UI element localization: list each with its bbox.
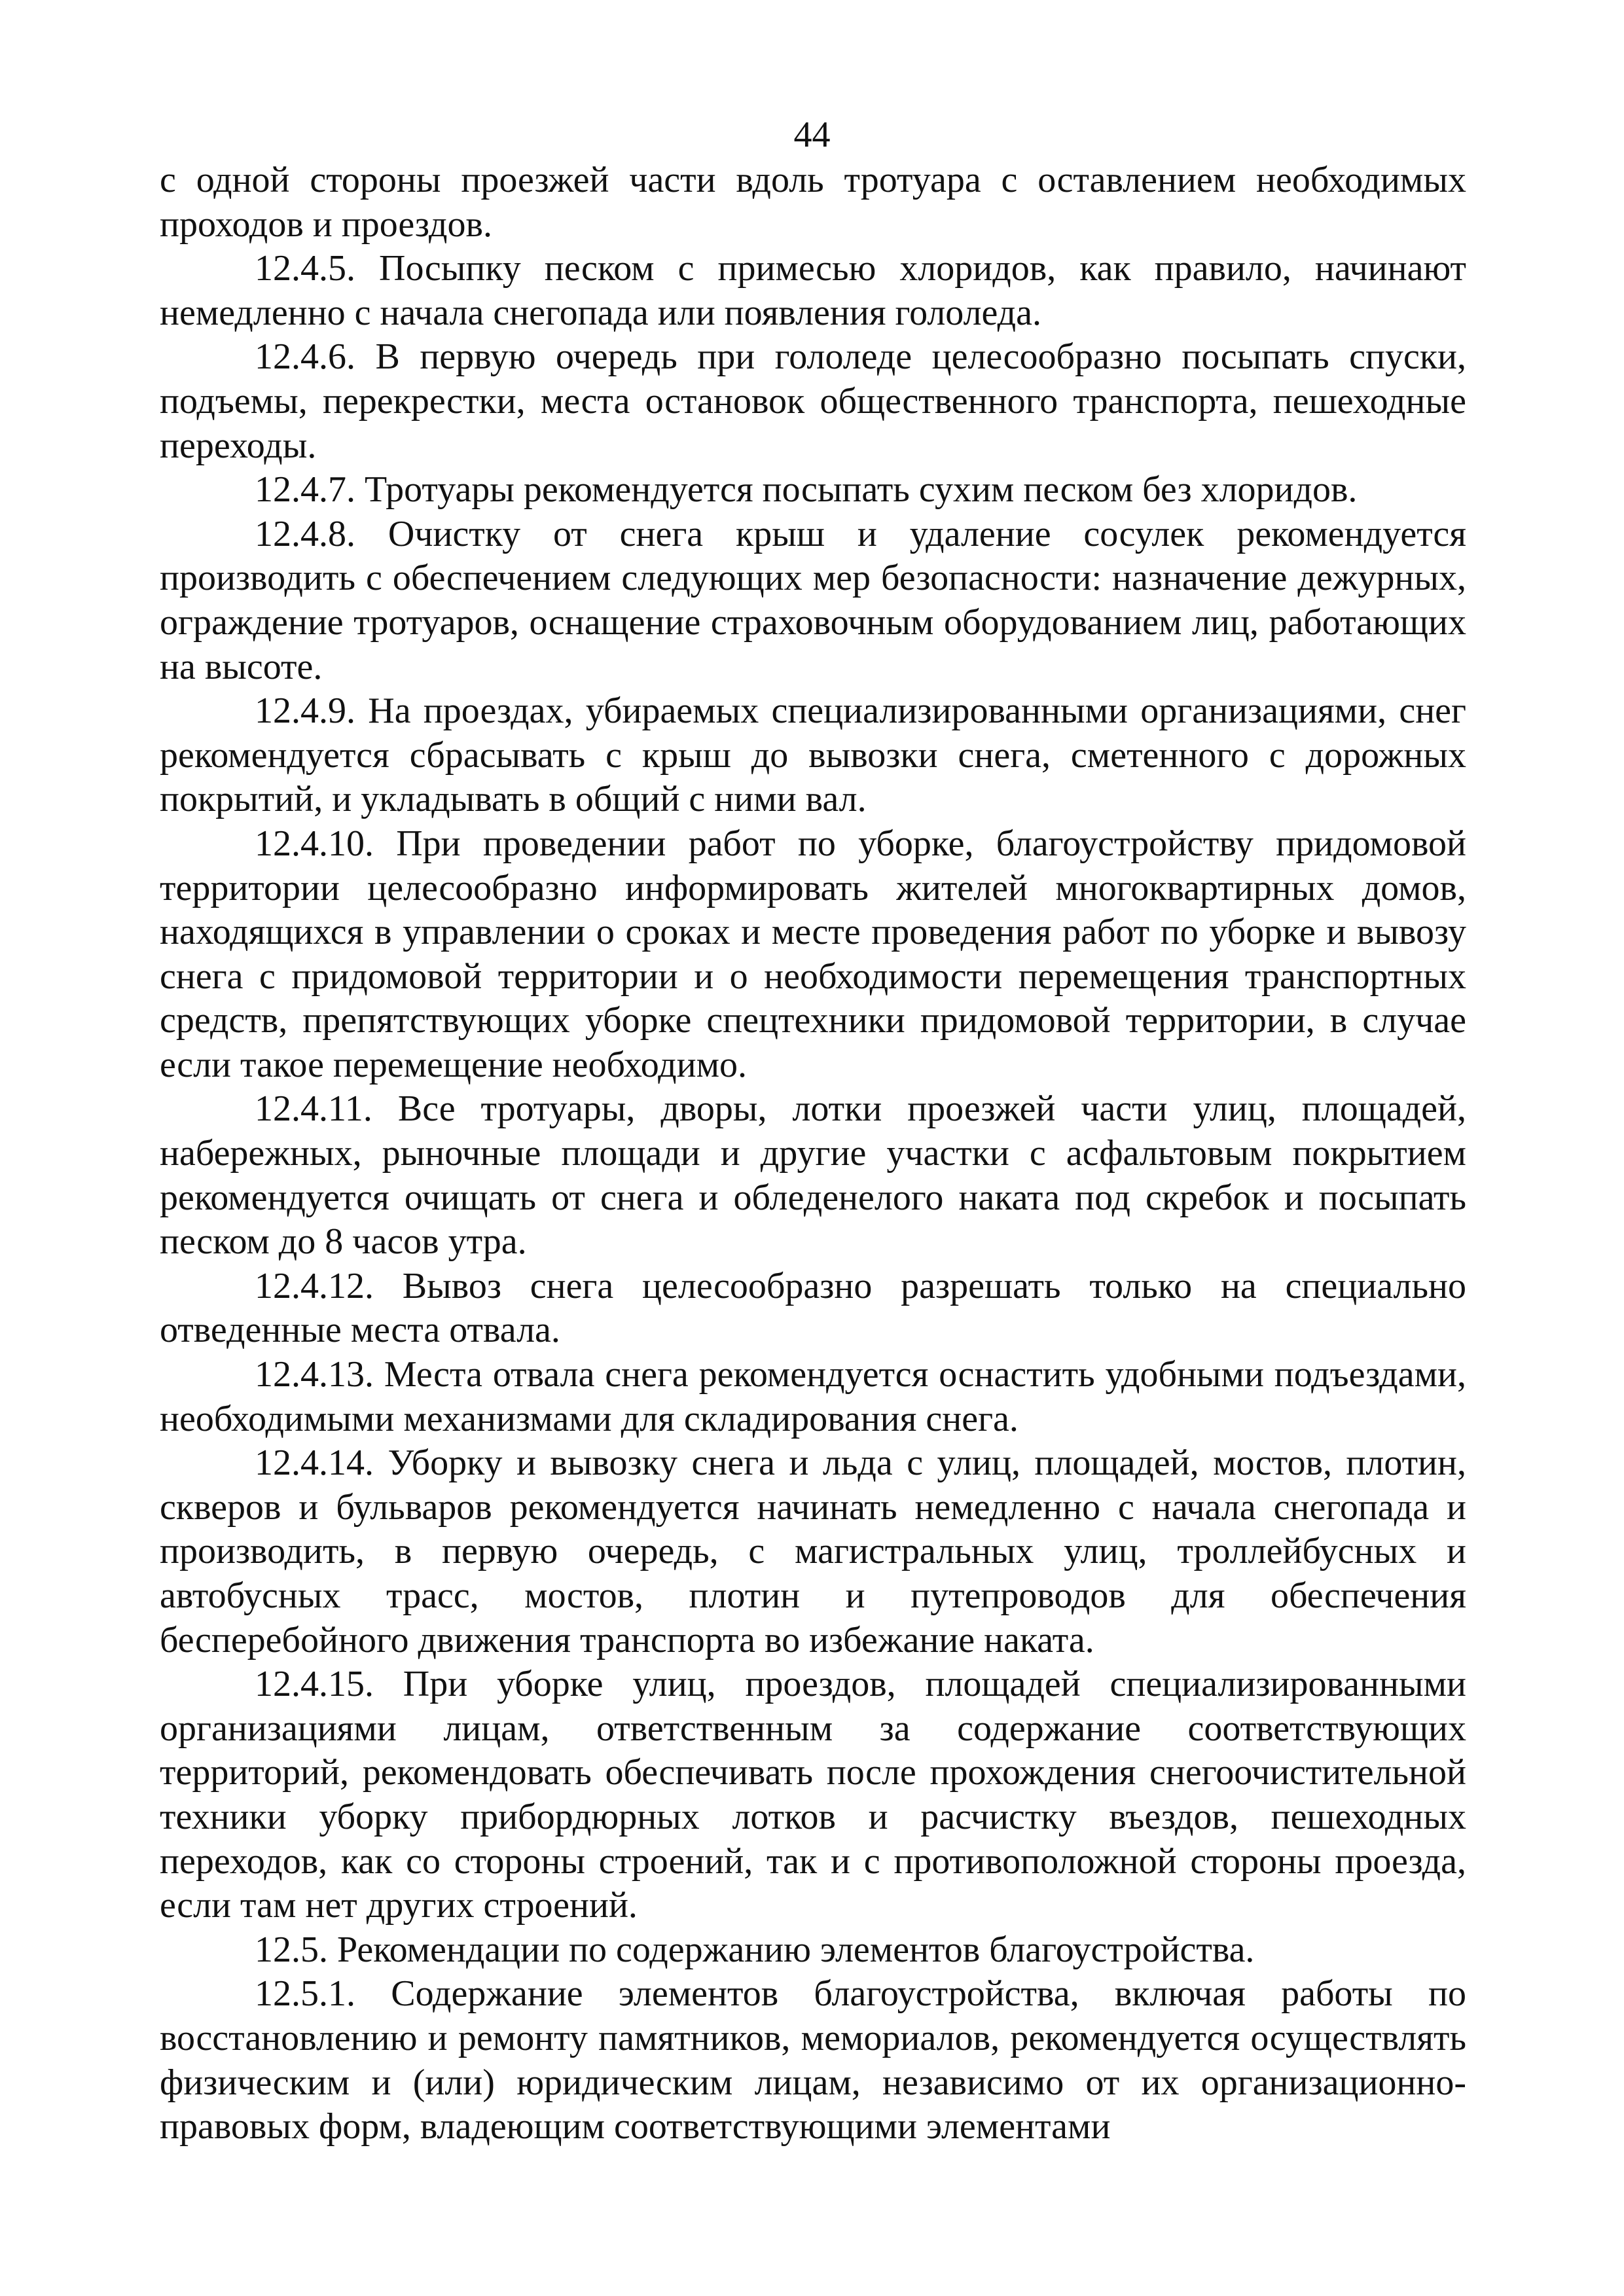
paragraph-12-4-8: 12.4.8. Очистку от снега крыш и удаление сосулек рекомендуется производить с обеспечением следующих мер безопасности: назначение дежурных, ограждение тротуаров, оснащение страховочным оборудованием лиц, работающих на высоте. (160, 513, 1466, 687)
paragraph-12-4-12: 12.4.12. Вывоз снега целесообразно разрешать только на специально отведенные места отвала. (160, 1265, 1466, 1351)
paragraph-12-4-10: 12.4.10. При проведении работ по уборке, благоустройству придомовой территории целесообразно информировать жителей многоквартирных домов, находящихся в управлении о сроках и месте проведения работ по уборке и вывозу снега с придомовой территории и о необходимости перемещения транспортных средств, препятствующих уборке спецтехники придомовой территории, в случае если такое перемещение необходимо. (160, 823, 1466, 1085)
paragraph-12-5-1: 12.5.1. Содержание элементов благоустройства, включая работы по восстановлению и ремонту памятников, мемориалов, рекомендуется осуществлять физическим и (или) юридическим лицам, независимо от их организационно-правовых форм, владеющим соответствующими элементами (160, 1973, 1466, 2147)
document-body (160, 158, 1466, 2149)
page-number: 44 (793, 115, 831, 155)
paragraph-12-4-14: 12.4.14. Уборку и вывозку снега и льда с улиц, площадей, мостов, плотин, скверов и бульваров рекомендуется начинать немедленно с начала снегопада и производить, в первую очередь, с магистральных улиц, троллейбусных и автобусных трасс, мостов, плотин и путепроводов для обеспечения бесперебойного движения транспорта во избежание наката. (160, 1443, 1466, 1660)
paragraph-12-4-11: 12.4.11. Все тротуары, дворы, лотки проезжей части улиц, площадей, набережных, рыночные площади и другие участки с асфальтовым покрытием рекомендуется очищать от снега и обледенелого наката под скребок и посыпать песком до 8 часов утра. (160, 1088, 1466, 1263)
paragraph-continuation: с одной стороны проезжей части вдоль тротуара с оставлением необходимых проходов и проездов. (160, 160, 1466, 245)
paragraph-12-4-13: 12.4.13. Места отвала снега рекомендуется оснастить удобными подъездами, необходимыми механизмами для складирования снега. (160, 1354, 1466, 1439)
paragraph-12-4-5: 12.4.5. Посыпку песком с примесью хлоридов, как правило, начинают немедленно с начала снегопада или появления гололеда. (160, 248, 1466, 333)
paragraph-12-4-7: 12.4.7. Тротуары рекомендуется посыпать сухим песком без хлоридов. (255, 469, 1358, 511)
section-heading-12-5: 12.5. Рекомендации по содержанию элементов благоустройства. (255, 1929, 1255, 1970)
paragraph-12-4-6: 12.4.6. В первую очередь при гололеде целесообразно посыпать спуски, подъемы, перекрестки, места остановок общественного транспорта, пешеходные переходы. (160, 336, 1466, 466)
paragraph-12-4-15: 12.4.15. При уборке улиц, проездов, площадей специализированными организациями лицам, ответственным за содержание соответствующих территорий, рекомендовать обеспечивать после прохождения снегоочистительной техники уборку прибордюрных лотков и расчистку въездов, пешеходных переходов, как со стороны строений, так и с противоположной стороны проезда, если там нет других строений. (160, 1664, 1466, 1926)
paragraph-12-4-9: 12.4.9. На проездах, убираемых специализированными организациями, снег рекомендуется сбрасывать с крыш до вывозки снега, сметенного с дорожных покрытий, и укладывать в общий с ними вал. (160, 691, 1466, 820)
